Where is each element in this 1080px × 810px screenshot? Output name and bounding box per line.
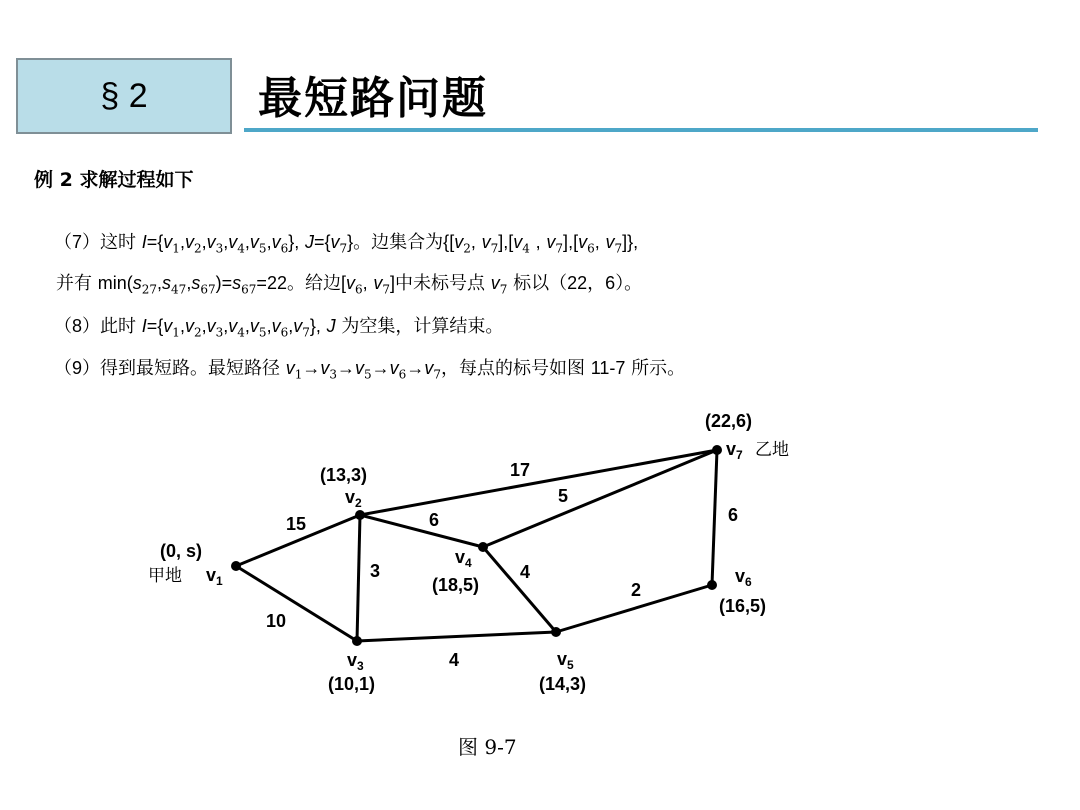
node-v1 [231, 561, 241, 571]
node-label-v2: $v_2$ [345, 487, 362, 510]
node-mark-v6: (16,5) [719, 596, 767, 616]
node-label-v5: $v_5$ [557, 649, 574, 672]
node-label-v6: $v_6$ [735, 566, 752, 589]
node-v5 [551, 627, 561, 637]
node-mark-v7: (22,6) [705, 411, 753, 431]
node-mark-v2: (13,3) [320, 465, 368, 485]
edge-weight-v6-v7: 6 [727, 505, 739, 525]
edge-v1-v3 [236, 566, 357, 641]
section-number: § 2 [100, 76, 148, 115]
node-place-v1: 甲地 [148, 566, 182, 586]
edge-weight-v2-v4: 6 [428, 510, 440, 530]
edge-v2-v3 [357, 515, 360, 641]
edge-weight-v2-v3: 3 [369, 561, 381, 581]
step-7-line-2: 并有 $\min(s_{27},s_{47},s_{67})=s_{67}=22$。给边[$v_6$, $v_7$]中未标号点 $v_7$ 标以（22，6）。 [56, 273, 643, 297]
edge-v2-v7 [360, 450, 717, 515]
edge-weight-v4-v5: 4 [519, 562, 531, 582]
edge-v6-v7 [712, 450, 717, 585]
edge-weight-v1-v3: 10 [265, 611, 287, 631]
edge-weight-v3-v5: 4 [448, 650, 460, 670]
node-label-v1: $v_1$ [206, 565, 223, 588]
page-title: 最短路问题 [258, 73, 488, 124]
edge-weight-v4-v7: 5 [557, 486, 569, 506]
node-place-v7: 乙地 [755, 440, 789, 460]
node-v2 [355, 510, 365, 520]
step-8-line: （8）此时 $I=\{v_1,v_2,v_3,v_4,v_5,v_6,v_7\}$, J 为空集，计算结束。 [54, 316, 504, 340]
edge-v4-v5 [483, 547, 556, 632]
edge-v2-v4 [360, 515, 483, 547]
node-mark-v1: (0, s) [160, 541, 203, 561]
edge-weight-v2-v7: 17 [509, 460, 531, 480]
node-mark-v3: (10,1) [328, 674, 376, 694]
node-mark-v5: (14,3) [539, 674, 587, 694]
edge-v3-v5 [357, 632, 556, 641]
step-7-line-1: （7）这时 $I=\{v_1,v_2,v_3,v_4,v_5,v_6\}$, $J=\{v_7\}$。边集合为{[$v_2$, $v_7],[v_4$ , $v_7],[v_6$, $v_7$]}, [54, 232, 639, 256]
node-v3 [352, 636, 362, 646]
edge-weight-v5-v6: 2 [630, 580, 642, 600]
node-v6 [707, 580, 717, 590]
edge-weight-v1-v2: 15 [285, 514, 307, 534]
node-mark-v4: (18,5) [432, 575, 480, 595]
node-v7 [712, 445, 722, 455]
example-heading: 例 2 求解过程如下 [34, 169, 194, 191]
node-v4 [478, 542, 488, 552]
figure-caption: 图 9-7 [458, 735, 517, 759]
step-9-line: （9）得到最短路。最短路径 $v_1\to v_3\to v_5\to v_6\to v_7$，每点的标号如图 11-7 所示。 [54, 358, 686, 382]
node-label-v4: $v_4$ [455, 547, 472, 570]
node-label-v7: $v_7$ [726, 439, 743, 462]
node-label-v3: $v_3$ [347, 650, 364, 673]
